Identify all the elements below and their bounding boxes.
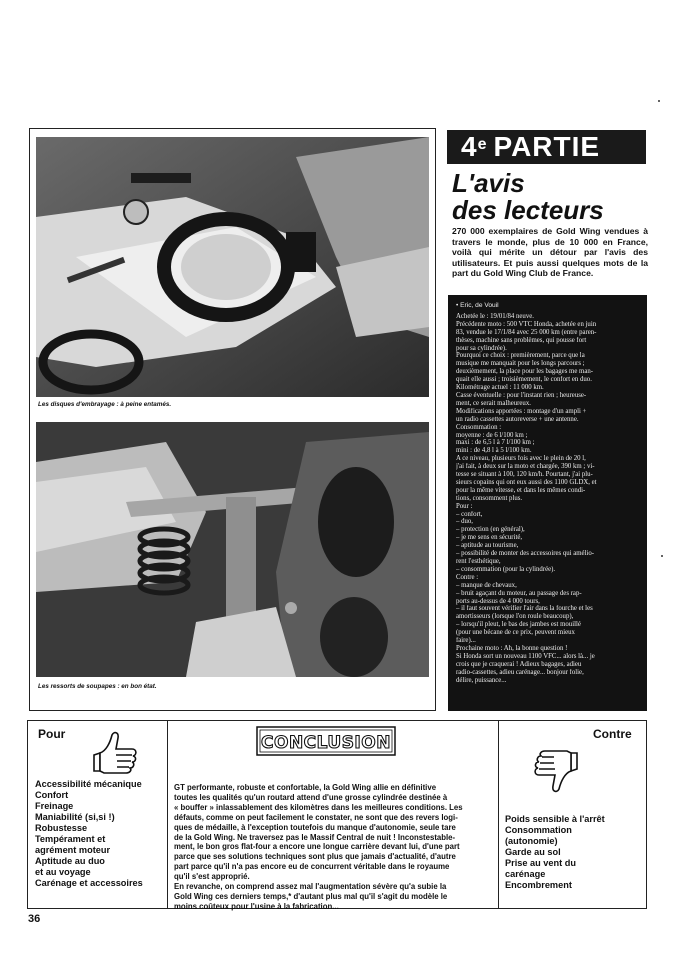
testimony-author: • Eric, de Vouil	[456, 302, 499, 309]
testimony-line: j'ai fait, à deux sur la moto et chargée, 390 km ; vi-	[456, 463, 595, 471]
testimony-line: Kilométrage actuel : 11 000 km.	[456, 384, 544, 392]
conclusion-line: En revanche, on comprend assez mal l'augmentation sévère qu'a subie la	[174, 882, 447, 892]
part-banner	[447, 130, 646, 164]
speck	[658, 100, 660, 102]
reader-testimony	[448, 295, 647, 711]
article-headline	[452, 170, 652, 224]
contre-item: (autonomie)	[505, 836, 558, 846]
pour-title: Pour	[38, 727, 66, 741]
conclusion-line: moins coûteux pour l'usine à la fabrication...	[174, 901, 339, 911]
testimony-body	[456, 313, 639, 685]
testimony-line: sieurs copains qui ont eux aussi des 1100 GLDX, et	[456, 478, 597, 486]
contre-item: Consommation	[505, 825, 572, 835]
testimony-line: thèses, machine sans problèmes, qui pousse fort	[456, 336, 587, 344]
contre-item: Garde au sol	[505, 847, 561, 857]
conclusion-box	[27, 720, 647, 909]
testimony-line: – confort,	[456, 510, 483, 518]
testimony-line: tions, consomment plus.	[456, 494, 523, 502]
testimony-line: deuxièmement, la place pour les bagages me man-	[456, 368, 594, 376]
conclusion-title	[256, 726, 396, 756]
contre-item: Poids sensible à l'arrêt	[505, 814, 605, 824]
testimony-line: – je me sens en sécurité,	[456, 534, 523, 542]
headline-line: L'avis	[452, 168, 525, 198]
part-suffix: e	[477, 136, 488, 153]
testimony-line: – manque de chevaux,	[456, 581, 517, 589]
pour-item: Maniabilité (si,si !)	[35, 812, 115, 822]
pour-list	[35, 779, 160, 889]
article-intro: 270 000 exemplaires de Gold Wing vendues à travers le monde, plus de 10 000 en France, voilà qui mérite un détour par l'avis des utilisateurs. Et puis aussi quelques mots de la part du Gold Wing Club de France.	[452, 226, 648, 279]
testimony-line: rent l'esthétique,	[456, 558, 501, 565]
testimony-line: Contre :	[456, 573, 479, 581]
testimony-line: Précédente moto : 500 VTC Honda, achetée en juin	[456, 320, 597, 328]
testimony-line: Achetée le : 19/01/84 neuve.	[456, 312, 534, 320]
column-divider	[498, 721, 499, 908]
photo-caption: Les disques d'embrayage : à peine entamés.	[38, 401, 172, 408]
conclusion-line: de la Gold Wing. Ne traversez pas le Massif Central de nuit ! Inconstestable-	[174, 832, 456, 842]
headline-line: des lecteurs	[452, 195, 604, 225]
pour-item: Confort	[35, 790, 69, 800]
conclusion-line: toutes les qualités qu'un routard attend d'une grosse cylindrée destinée à	[174, 792, 448, 802]
testimony-line: – il faut souvent vérifier l'air dans la fourche et les	[456, 605, 593, 613]
pour-item: Carénage et accessoires	[35, 878, 143, 888]
testimony-line: Prochaine moto : Ah, la bonne question !	[456, 644, 568, 652]
testimony-line: Pour :	[456, 502, 473, 510]
testimony-line: – consommation (pour la cylindrée).	[456, 565, 556, 573]
conclusion-line: GT performante, robuste et confortable, la Gold Wing allie en définitive	[174, 783, 437, 792]
thumbs-down-icon	[527, 749, 587, 800]
testimony-line: un radio cassettes autoreverse + une antenne.	[456, 415, 579, 423]
testimony-line: radio-cassettes, adieu carénage... bonjour folie,	[456, 668, 584, 676]
conclusion-line: ment, le bon gros flat-four a encore une longue carrière devant lui, d'une part	[174, 842, 460, 852]
testimony-line: délire, puissance...	[456, 676, 507, 684]
testimony-line: Si Honda sort un nouveau 1100 VFC... alors là... je	[456, 652, 595, 660]
part-word: PARTIE	[493, 131, 601, 162]
part-number: 4	[461, 131, 478, 162]
testimony-line: Modifications apportées : montage d'un ampli +	[456, 407, 587, 415]
conclusion-title-text: CONCLUSION	[261, 733, 391, 753]
page-number: 36	[28, 913, 41, 925]
testimony-line: crois que je craquerai ! Adieux bagages, adieu	[456, 660, 582, 668]
valve-springs-photo	[36, 422, 429, 677]
testimony-line: (pour une bécane de ce prix, peuvent mieux	[456, 629, 575, 637]
testimony-line: Consommation :	[456, 423, 502, 431]
photo-frame	[29, 128, 436, 711]
pour-item: Freinage	[35, 801, 74, 811]
testimony-line: pour la même vitesse, et dans les mêmes condi-	[456, 486, 586, 494]
conclusion-line: défauts, comme on peut facilement le constater, ne sont que des revers logi-	[174, 812, 458, 822]
contre-list	[505, 814, 645, 891]
testimony-line: musique me manquait pour les longs parcours ;	[456, 360, 585, 368]
pour-item: Accessibilité mécanique	[35, 779, 142, 789]
testimony-line: maxi : de 6,5 l à 7 l/100 km ;	[456, 439, 535, 447]
conclusion-line: « bouffer » inlassablement des kilomètres dans les meilleures conditions. Les	[174, 802, 463, 812]
photo-caption: Les ressorts de soupapes : en bon état.	[38, 683, 157, 690]
conclusion-line: part parce qu'il n'a pas encore eu de concurrent véritable dans le royaume	[174, 862, 450, 872]
testimony-line: mini : de 4,8 l à 5 l/100 km.	[456, 447, 532, 455]
testimony-line: – lorsqu'il pleut, le bas des jambes est mouillé	[456, 621, 581, 629]
pour-item: Tempérament et	[35, 834, 106, 844]
pour-item: Aptitude au duo	[35, 856, 105, 866]
pour-item: agrément moteur	[35, 845, 111, 855]
testimony-line: – possibilité de monter des accessoires qui amélio-	[456, 550, 594, 558]
conclusion-line: parce que ses solutions techniques sont plus que jamais d'actualité, d'autre	[174, 852, 456, 862]
pour-item: Robustesse	[35, 823, 88, 833]
testimony-line: amortisseurs (lorsque l'on roule beaucoup),	[456, 613, 574, 621]
testimony-line: ports au-dessus de 4 000 tours,	[456, 597, 540, 605]
pour-item: et au voyage	[35, 867, 91, 877]
conclusion-line: Gold Wing ces derniers temps,* d'autant plus mal qu'il s'agit du modèle le	[174, 891, 448, 901]
conclusion-line: ques de médaille, à l'exception toutefois du manque d'autonomie, seule tare	[174, 822, 456, 832]
testimony-line: – duo,	[456, 518, 473, 526]
speck	[661, 555, 663, 557]
testimony-line: – protection (en général),	[456, 526, 525, 534]
contre-item: carénage	[505, 869, 546, 879]
column-divider	[167, 721, 168, 908]
testimony-line: 83, vendue le 17/1/84 avec 25 000 km (entre paren-	[456, 328, 597, 336]
testimony-line: quait elle aussi ; troisièmement, le confort en duo.	[456, 376, 592, 384]
contre-title: Contre	[593, 727, 632, 741]
clutch-discs-photo	[36, 137, 429, 397]
testimony-line: ment, ce serait malheureux.	[456, 399, 531, 407]
conclusion-line: qu'il s'est approprié.	[174, 872, 250, 882]
testimony-line: A ce niveau, plusieurs fois avec le plein de 20 l,	[456, 455, 586, 463]
testimony-line: tesse se situant à 100, 120 km/h. Pourtant, j'ai plu-	[456, 471, 593, 479]
testimony-line: moyenne : de 6 l/100 km ;	[456, 431, 528, 439]
testimony-line: – aptitude au tourisme,	[456, 542, 519, 550]
testimony-line: pour sa cylindrée).	[456, 344, 507, 352]
testimony-line: Pourquoi ce choix : premièrement, parce que la	[456, 352, 585, 360]
thumbs-up-icon	[84, 729, 144, 780]
testimony-line: – bruit agaçant du moteur, au passage des rap-	[456, 589, 582, 597]
contre-item: Prise au vent du	[505, 858, 576, 868]
testimony-line: Casse éventuelle : pour l'instant rien ; heureuse-	[456, 391, 587, 399]
contre-item: Encombrement	[505, 880, 572, 890]
conclusion-text	[174, 783, 490, 912]
testimony-line: faire)...	[456, 637, 476, 645]
